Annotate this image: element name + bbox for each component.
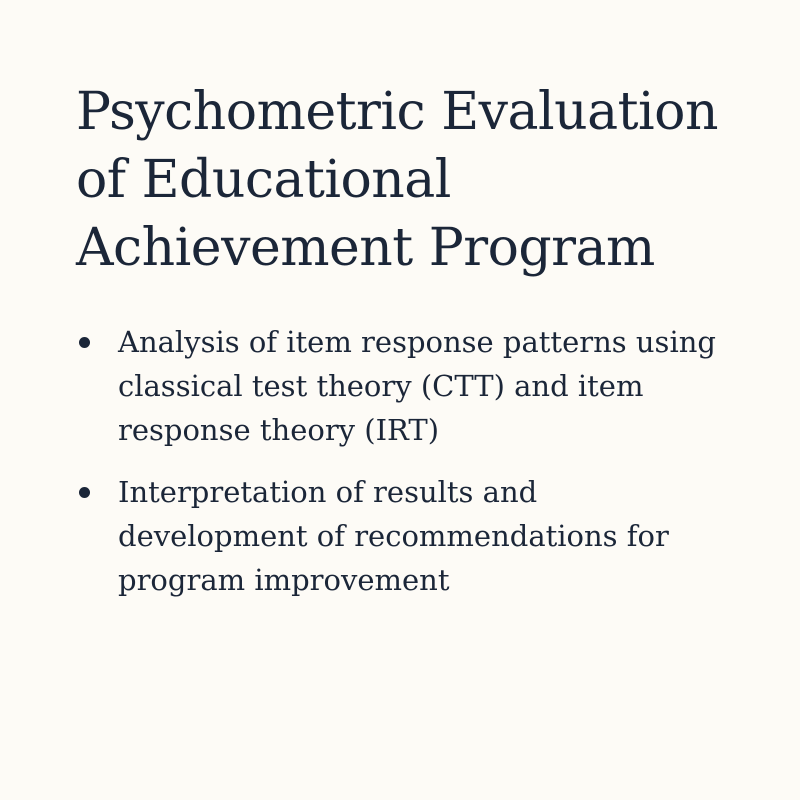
bullet-text: Interpretation of results and development of recommendations for program improvement bbox=[118, 475, 669, 597]
list-item bbox=[76, 470, 716, 602]
bullet-text: Analysis of item response patterns using classical test theory (CTT) and item response theory (IRT) bbox=[118, 325, 716, 447]
slide-title: Psychometric Evaluation of Educational Achievement Program bbox=[76, 82, 718, 278]
bullet-dot-icon bbox=[79, 487, 90, 498]
list-item bbox=[76, 320, 716, 452]
bullet-dot-icon bbox=[79, 337, 90, 348]
bullet-list bbox=[76, 320, 716, 602]
